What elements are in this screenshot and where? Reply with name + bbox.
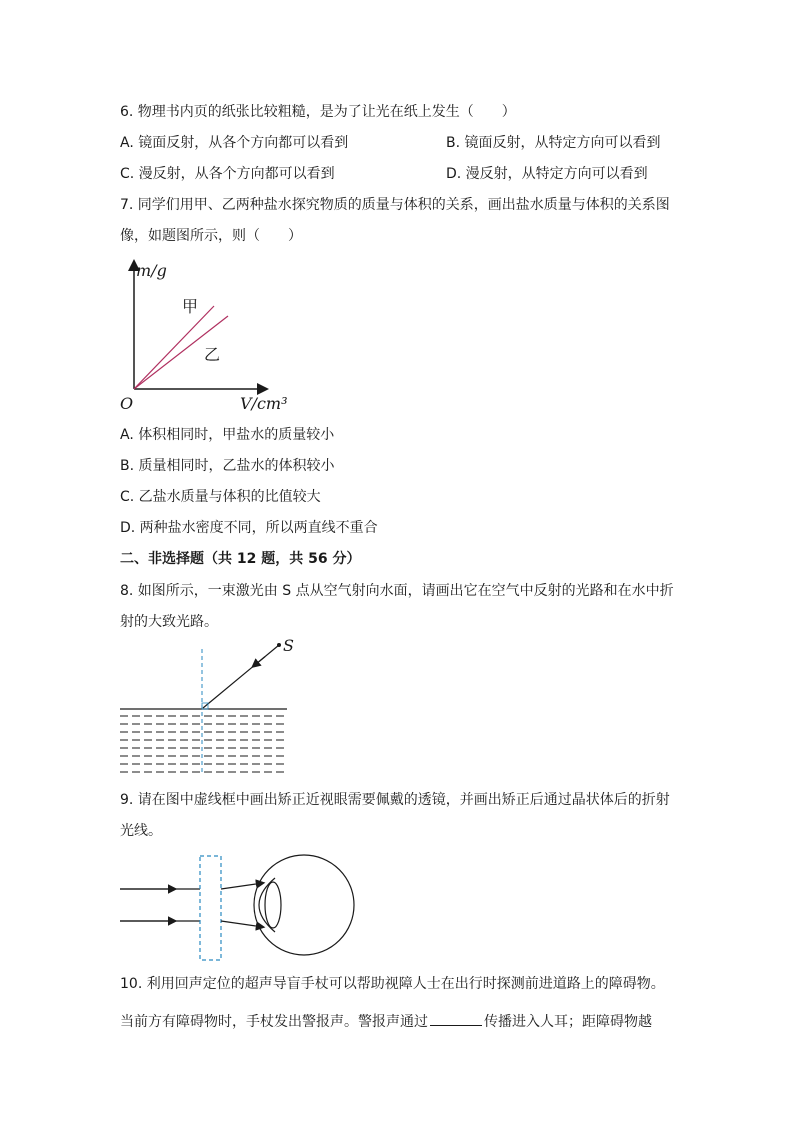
q6-stem: 6. 物理书内页的纸张比较粗糙，是为了让光在纸上发生（ ） [120,104,516,120]
q7-stem-line1: 7. 同学们用甲、乙两种盐水探究物质的质量与体积的关系，画出盐水质量与体积的关系图 [120,197,670,213]
x-axis-label: V/cm³ [240,394,288,413]
q6-option-b: B. 镜面反射，从特定方向可以看到 [446,135,661,151]
q7-option-b: B. 质量相同时，乙盐水的体积较小 [120,458,335,474]
water-hatching [120,716,287,772]
answer-blank[interactable] [430,1013,482,1026]
q6-option-d: D. 漫反射，从特定方向可以看到 [446,166,648,182]
q8-stem-line1: 8. 如图所示，一束激光由 S 点从空气射向水面，请画出它在空气中反射的光路和在水中折 [120,583,674,599]
eyeball [254,855,354,955]
q7-option-d: D. 两种盐水密度不同，所以两直线不重合 [120,520,378,536]
q9-stem-line2: 光线。 [120,823,162,839]
q7-option-c: C. 乙盐水质量与体积的比值较大 [120,489,321,505]
q9-stem-line1: 9. 请在图中虚线框中画出矫正近视眼需要佩戴的透镜，并画出矫正后通过晶状体后的折射 [120,792,670,808]
source-label: S [283,636,294,655]
line-yi-label: 乙 [204,345,221,364]
q10-stem-part-a: 当前方有障碍物时，手杖发出警报声。警报声通过 [120,1014,428,1030]
q7-mass-volume-graph [112,256,312,416]
q7-stem-line2: 像，如题图所示，则（ ） [120,228,302,244]
incident-ray [203,645,279,708]
cornea [259,878,275,932]
line-jia [134,306,214,389]
q7-option-a: A. 体积相同时，甲盐水的质量较小 [120,427,335,443]
origin-label: O [120,394,134,413]
dashed-lens-box [200,856,221,960]
crystalline-lens [265,882,281,928]
q6-option-c: C. 漫反射，从各个方向都可以看到 [120,166,335,182]
q9-eye-diagram [115,852,365,964]
y-axis-label: m/g [136,261,167,280]
line-jia-label: 甲 [182,297,199,316]
q10-stem-line1: 10. 利用回声定位的超声导盲手杖可以帮助视障人士在出行时探测前进道路上的障碍物。 [120,976,665,992]
q8-water-surface-diagram [115,634,305,779]
q6-option-a: A. 镜面反射，从各个方向都可以看到 [120,135,349,151]
section-heading: 二、非选择题（共 12 题，共 56 分） [120,551,361,567]
q10-stem-line2 [120,1013,652,1031]
q8-stem-line2: 射的大致光路。 [120,614,218,630]
q10-stem-part-b: 传播进入人耳；距障碍物越 [484,1014,652,1030]
